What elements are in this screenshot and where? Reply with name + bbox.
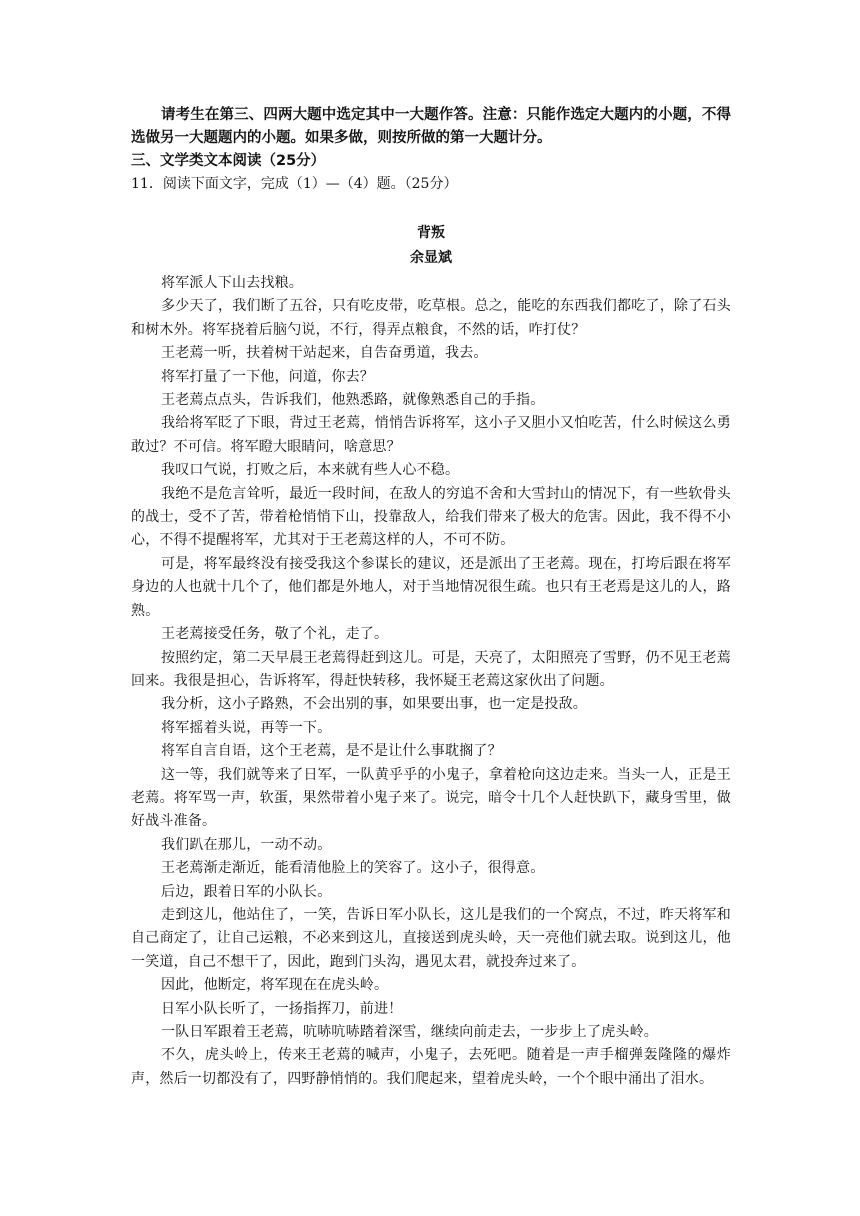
story-paragraph: 我叹口气说，打败之后，本来就有些人心不稳。 (161, 462, 460, 479)
exam-instructions: 请考生在第三、四两大题中选定其中一大题作答。注意：只能作选定大题内的小题，不得选做另一大题题内的小题。如果多做，则按所做的第一大题计分。 (131, 107, 731, 146)
story-paragraph: 我给将军眨了下眼，背过王老蔫，悄悄告诉将军，这小子又胆小又怕吃苦，什么时候这么勇敢过？不可信。将军瞪大眼睛问，啥意思？ (131, 415, 731, 455)
story-title: 背叛 (417, 225, 445, 241)
story-paragraph: 将军摇着头说，再等一下。 (161, 719, 332, 736)
story-paragraph: 王老蔫一听，扶着树干站起来，自告奋勇道，我去。 (161, 345, 488, 362)
story-paragraph: 这一等，我们就等来了日军，一队黄乎乎的小鬼子，拿着枪向这边走来。当头一人，正是王老蔫。将军骂一声，软蛋，果然带着小鬼子来了。说完，暗令十几个人赶快趴下，藏身雪里，做好战斗准备。 (131, 766, 731, 830)
story-paragraph: 我分析，这小子路熟，不会出别的事，如果要出事，也一定是投敌。 (161, 696, 587, 713)
story-paragraph: 因此，他断定，将军现在在虎头岭。 (161, 977, 389, 994)
story-paragraph: 王老蔫点点头，告诉我们，他熟悉路，就像熟悉自己的手指。 (161, 392, 545, 409)
story-paragraph: 按照约定，第二天早晨王老蔫得赶到这儿。可是，天亮了，太阳照亮了雪野，仍不见王老蔫回来。我很是担心，告诉将军，得赶快转移，我怀疑王老蔫这家伙出了问题。 (131, 649, 731, 689)
story-body (131, 272, 731, 1091)
story-paragraph: 将军打量了一下他，问道，你去？ (161, 368, 374, 385)
story-paragraph: 王老蔫渐走渐近，能看清他脸上的笑容了。这小子，很得意。 (161, 860, 545, 877)
story-paragraph: 将军派人下山去找粮。 (161, 275, 303, 291)
section-title: 三、文学类文本阅读（25分） (131, 153, 326, 169)
story-paragraph: 不久，虎头岭上，传来王老蔫的喊声，小鬼子，去死吧。随着是一声手榴弹轰隆隆的爆炸声，然后一切都没有了，四野静悄悄的。我们爬起来，望着虎头岭，一个个眼中涌出了泪水。 (131, 1047, 731, 1087)
story-paragraph: 一队日军跟着王老蔫，吭哧吭哧踏着深雪，继续向前走去，一步步上了虎头岭。 (161, 1024, 658, 1040)
story-paragraph: 可是，将军最终没有接受我这个参谋长的建议，还是派出了王老蔫。现在，打垮后跟在将军身边的人也就十几个了，他们都是外地人，对于当地情况很生疏。也只有王老焉是这儿的人，路熟。 (131, 555, 731, 619)
question-prompt: 11．阅读下面文字，完成（1）—（4）题。（25分） (131, 176, 458, 192)
document-page (131, 104, 731, 1091)
story-paragraph: 王老蔫接受任务，敬了个礼，走了。 (161, 626, 389, 643)
story-paragraph: 将军自言自语，这个王老蔫，是不是让什么事耽搁了？ (161, 743, 502, 760)
story-paragraph: 后边，跟着日军的小队长。 (161, 883, 332, 900)
story-paragraph: 日军小队长听了，一扬指挥刀，前进！ (161, 1000, 403, 1017)
story-paragraph: 多少天了，我们断了五谷，只有吃皮带，吃草根。总之，能吃的东西我们都吃了，除了石头和树木外。将军挠着后脑勺说，不行，得弄点粮食，不然的话，咋打仗？ (131, 298, 731, 338)
story-paragraph: 走到这儿，他站住了，一笑，告诉日军小队长，这儿是我们的一个窝点，不过，昨天将军和自己商定了，让自己运粮，不必来到这儿，直接送到虎头岭，天一亮他们就去取。说到这儿，他一笑道，自己不想干了，因此，跑到门头沟，遇见太君，就投奔过来了。 (131, 906, 731, 970)
story-author: 余显斌 (410, 250, 452, 266)
story-paragraph: 我们趴在那儿，一动不动。 (161, 836, 332, 853)
story-paragraph: 我绝不是危言耸听，最近一段时间，在敌人的穷追不舍和大雪封山的情况下，有一些软骨头的战士，受不了苦，带着枪悄悄下山，投靠敌人，给我们带来了极大的危害。因此，我不得不小心，不得不提醒将军，尤其对于王老蔫这样的人，不可不防。 (131, 485, 731, 549)
